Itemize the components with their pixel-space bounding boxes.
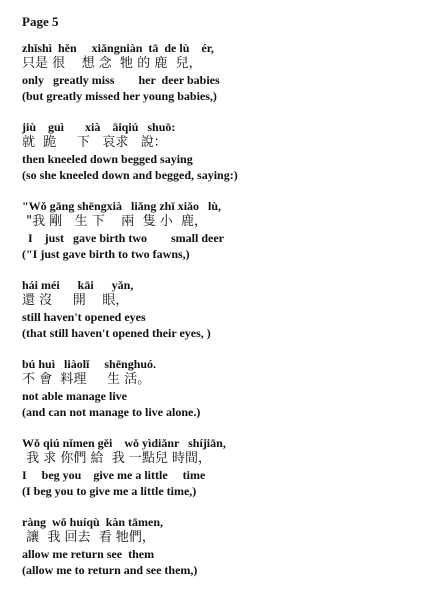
literal-english-line: still haven't opened eyes — [22, 310, 146, 324]
chinese-line: 還 沒 開 眼， — [22, 293, 129, 308]
verse-block-6 — [22, 435, 417, 499]
verse-block-5 — [22, 356, 417, 420]
verse-block-4 — [22, 277, 417, 341]
verse-block-3 — [22, 198, 417, 262]
pinyin-line: Wǒ qiú nǐmen gěi wǒ yìdiǎnr shíjiān, — [22, 436, 226, 450]
pinyin-line: hái méi kāi yǎn, — [22, 278, 134, 292]
chinese-line: 讓 我 回去 看 牠們， — [22, 530, 155, 545]
literal-english-line: I beg you give me a little time — [22, 468, 206, 482]
chinese-line: "我 剛 生 下 兩 隻 小 鹿， — [22, 214, 207, 229]
pinyin-line: zhǐshì hěn xiǎngniàn tā de lù ér, — [22, 41, 214, 55]
literal-english-line: not able manage live — [22, 389, 127, 403]
translation-line: (and can not manage to live alone.) — [22, 405, 201, 419]
translation-line: (so she kneeled down and begged, saying:) — [22, 168, 238, 182]
pinyin-line: bú huì liàolǐ shēnghuó. — [22, 357, 157, 371]
verse-block-1 — [22, 40, 417, 104]
literal-english-line: only greatly miss her deer babies — [22, 73, 220, 87]
verse-block-2 — [22, 119, 417, 183]
chinese-line: 我 求 你們 給 我 一點兒 時間， — [22, 451, 212, 466]
translation-line: ("I just gave birth to two fawns,) — [22, 247, 190, 261]
pinyin-line: ràng wǒ huíqù kàn tāmen, — [22, 515, 164, 529]
chinese-line: 就 跪 下 哀求 說： — [22, 135, 167, 150]
chinese-line: 不 會 料理 生 活。 — [22, 372, 151, 387]
chinese-line: 只是 很 想 念 牠 的 鹿 兒， — [22, 56, 202, 71]
translation-line: (allow me to return and see them,) — [22, 563, 198, 577]
page — [22, 14, 417, 593]
literal-english-line: then kneeled down begged saying — [22, 152, 193, 166]
pinyin-line: "Wǒ gāng shēngxià liǎng zhī xiǎo lù, — [22, 199, 222, 213]
literal-english-line: allow me return see them — [22, 547, 155, 561]
verse-block-7 — [22, 514, 417, 578]
translation-line: (but greatly missed her young babies,) — [22, 89, 217, 103]
translation-line: (I beg you to give me a little time,) — [22, 484, 197, 498]
literal-english-line: I just gave birth two small deer — [22, 231, 224, 245]
page-label: Page 5 — [22, 14, 59, 29]
pinyin-line: jiù guì xià āiqiú shuō: — [22, 120, 176, 134]
translation-line: (that still haven't opened their eyes, ) — [22, 326, 211, 340]
